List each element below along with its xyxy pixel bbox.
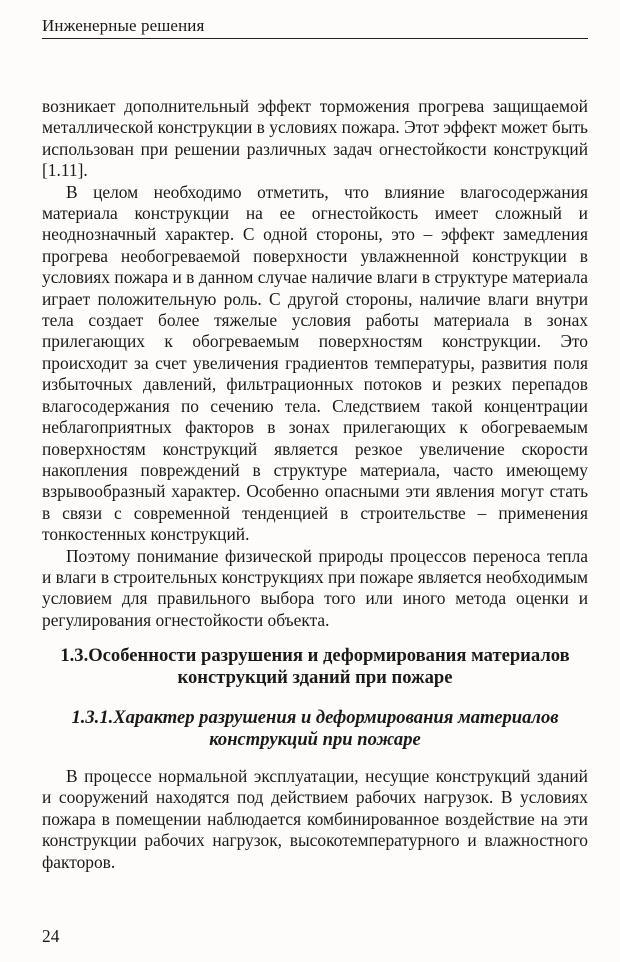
page-number: 24: [42, 926, 60, 946]
paragraph-continuation: возникает дополнительный эффект торможения прогрева защищаемой металлической конструкции в условиях пожара. Этот эффект может быть использован при решении различных задач огнестойкости конструкций [1.11].: [42, 96, 588, 181]
paragraph-moisture-influence: В целом необходимо отметить, что влияние влагосодержания материала конструкции на ее огнестойкость имеет сложный и неоднозначный характер. С одной стороны, это – эффект замедления прогрева необогреваемой поверхности увлажненной конструкции в условиях пожара и в данном случае наличие влаги в структуре материала играет положительную роль. С другой стороны, наличие влаги внутри тела создает более тяжелые условия работы материала в зонах прилегающих к обогреваемым поверхностям конструкции. Это происходит за счет увеличения градиентов температуры, развития поля избыточных давлений, фильтрационных потоков и резких перепадов влагосодержания по сечению тела. Следствием такой концентрации неблагоприятных факторов в зонах прилегающих к обогреваемым поверхностям конструкций является резкое увеличение скорости накопления повреждений в структуре материала, часто имеющему взрывообразный характер. Особенно опасными эти явления могут стать в связи с современной тенденцией в строительстве – применения тонкостенных конструкций.: [42, 181, 588, 545]
body-text-block: [42, 96, 588, 631]
paragraph-loads: В процессе нормальной эксплуатации, несущие конструкций зданий и сооружений находятся под действием рабочих нагрузок. В условиях пожара в помещении наблюдается комбинированное воздействие на эти конструкции рабочих нагрузок, высокотемпературного и влажностного факторов.: [42, 766, 588, 872]
section-heading: 1.3.Особенности разрушения и деформирования материалов конструкций зданий при пожаре: [60, 645, 570, 688]
running-header: [42, 12, 588, 39]
paragraph-conclusion: Поэтому понимание физической природы процессов переноса тепла и влаги в строительных конструкциях при пожаре является необходимым условием для правильного выбора того или иного метода оценки и регулирования огнестойкости объекта.: [42, 545, 588, 630]
section-body-text: [42, 766, 588, 873]
running-header-title: Инженерные решения: [42, 16, 205, 35]
subsection-heading: 1.3.1.Характер разрушения и деформирования материалов конструкций при пожаре: [71, 707, 559, 750]
